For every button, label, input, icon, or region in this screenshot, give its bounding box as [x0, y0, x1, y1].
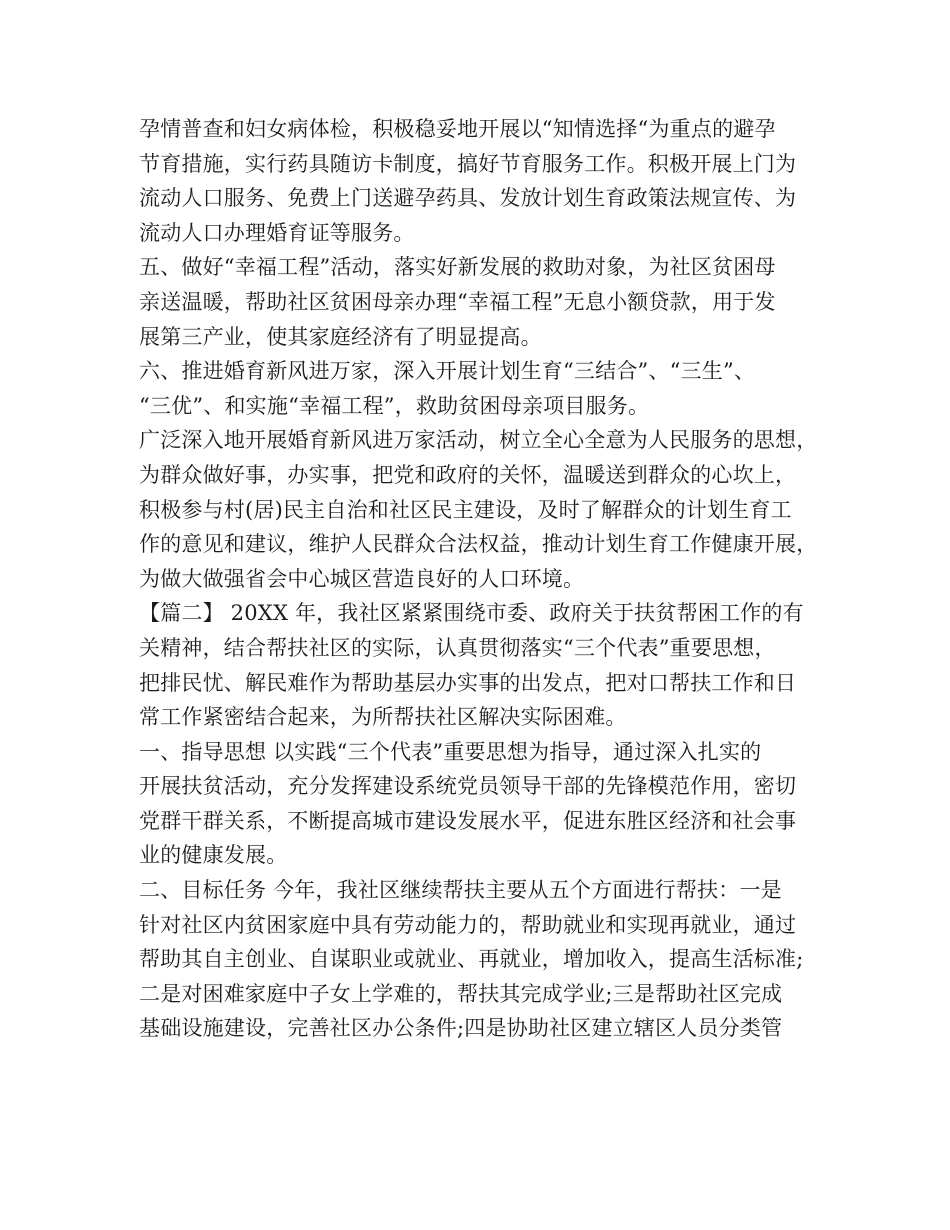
text-line: 基础设施建设，完善社区办公条件;四是协助社区建立辖区人员分类管: [139, 1016, 783, 1041]
text-line: 党群干群关系，不断提高城市建设发展水平，促进东胜区经济和社会事: [139, 808, 797, 833]
text-line: 节育措施，实行药具随访卡制度，搞好节育服务工作。积极开展上门为: [139, 151, 797, 176]
section-heading-line: 一、指导思想 以实践“三个代表”重要思想为指导，通过深入扎实的: [139, 739, 762, 764]
text-line: 为群众做好事，办实事，把党和政府的关怀，温暖送到群众的心坎上，: [139, 462, 797, 487]
section-heading-line: 五、做好“幸福工程”活动，落实好新发展的救助对象，为社区贫困母: [139, 255, 776, 280]
chapter-heading-line: 【篇二】 20XX 年，我社区紧紧围绕市委、政府关于扶贫帮困工作的有: [139, 601, 804, 626]
text-line: 把排民忧、解民难作为帮助基层办实事的出发点，把对口帮扶工作和日: [139, 670, 797, 695]
text-line: 针对社区内贫困家庭中具有劳动能力的，帮助就业和实现再就业，通过: [139, 912, 797, 937]
text-line: 常工作紧密结合起来，为所帮扶社区解决实际困难。: [139, 705, 627, 730]
section-heading-line: 二、目标任务 今年，我社区继续帮扶主要从五个方面进行帮扶：一是: [139, 878, 782, 903]
text-line: “三优”、和实施“幸福工程”，救助贫困母亲项目服务。: [139, 393, 650, 418]
text-line: 亲送温暖，帮助社区贫困母亲办理“幸福工程”无息小额贷款，用于发: [139, 289, 776, 314]
text-line: 关精神，结合帮扶社区的实际，认真贯彻落实“三个代表”重要思想，: [139, 635, 776, 660]
text-line: 作的意见和建议，维护人民群众合法权益，推动计划生育工作健康开展，: [139, 532, 818, 557]
text-line: 帮助其自主创业、自谋职业或就业、再就业，增加收入，提高生活标准;: [139, 947, 804, 972]
section-heading-line: 六、推进婚育新风进万家，深入开展计划生育“三结合”、“三生”、: [139, 359, 756, 384]
text-line: 为做大做强省会中心城区营造良好的人口环境。: [139, 566, 585, 591]
document-body: [139, 112, 839, 1046]
text-line: 流动人口服务、免费上门送避孕药具、发放计划生育政策法规宣传、为: [139, 186, 797, 211]
text-line: 孕情普查和妇女病体检，积极稳妥地开展以“知情选择“为重点的避孕: [139, 117, 776, 141]
text-line: 开展扶贫活动，充分发挥建设系统党员领导干部的先锋模范作用，密切: [139, 774, 797, 799]
text-line: 积极参与村(居)民主自治和社区民主建设，及时了解群众的计划生育工: [139, 497, 792, 522]
text-line: 业的健康发展。: [139, 843, 288, 868]
text-line: 展第三产业，使其家庭经济有了明显提高。: [139, 324, 542, 349]
text-line: 二是对困难家庭中子女上学难的，帮扶其完成学业;三是帮助社区完成: [139, 981, 783, 1006]
text-line: 广泛深入地开展婚育新风进万家活动，树立全心全意为人民服务的思想，: [139, 428, 818, 453]
text-line: 流动人口办理婚育证等服务。: [139, 220, 415, 245]
